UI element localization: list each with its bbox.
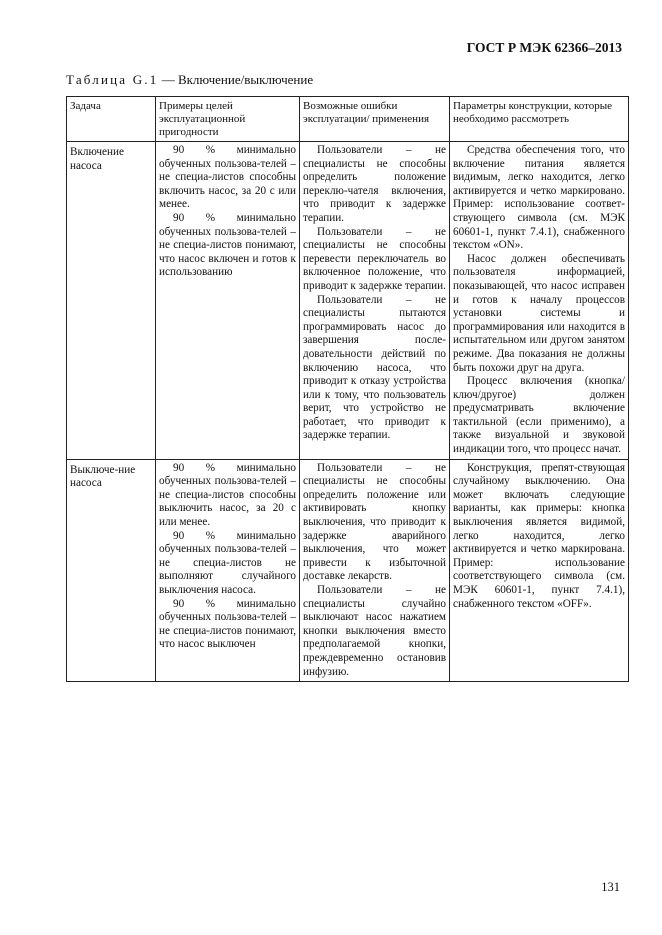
goal-text: 90 % минимально обученных пользова-телей – не специа-листов понимают, что насос включен и готов к использованию: [159, 211, 296, 279]
header-params: Параметры конструкции, которые необходимо рассмотреть: [450, 97, 629, 142]
goal-text: 90 % минимально обученных пользова-телей – не специа-листов способны выключить насос, за 20 с или менее.: [159, 461, 296, 529]
page-number: 131: [601, 880, 620, 894]
error-text: Пользователи – не специалисты не способны определить положение или активировать кнопку выключения, что приводит к задержке аварийного выключения, что может привести к избыточной доставке лекарств.: [303, 461, 446, 583]
param-text: Процесс включения (кнопка/ключ/другое) должен предусматривать включение тактильной (если применимо), а также визуальной и звуковой индикации того, что процесс начат.: [453, 375, 625, 456]
param-text: Конструкция, препят-ствующая случайному выключению. Она может включать следующие варианты, как примеры: кнопка выключения является видимой, легко находится, легко активируется и четко маркирована. Пример: использование соответствующего символа (см. МЭК 60601-1, пункт 7.4.1), снабженного текстом «OFF».: [453, 461, 625, 610]
error-text: Пользователи – не специалисты не способны определить положение переклю-чателя включения, что приводит к задержке терапии.: [303, 144, 446, 224]
errors-cell: [300, 142, 450, 460]
table-caption-label: Таблица G.1: [66, 72, 159, 87]
error-text: Пользователи – не специалисты пытаются программировать насос до завершения после-довательности действий по включению насоса, что приводит к отказу устройства или к тому, что пользователь верит, что устройство не работает, что приводит к задержке терапии.: [303, 293, 446, 442]
goals-cell: [156, 459, 300, 682]
error-text: Пользователи – не специалисты не способны перевести переключатель во включенное положение, что приводит к задержке терапии.: [303, 225, 446, 292]
goal-text: 90 % минимально обученных пользова-телей – не специа-листов не выполняют случайного выключения насоса.: [159, 529, 296, 596]
header-errors: Возможные ошибки эксплуатации/ применения: [300, 97, 450, 142]
power-table: [66, 96, 629, 682]
task-cell: Выключе-ние насоса: [67, 459, 156, 682]
table-caption: [66, 72, 313, 88]
param-text: Средства обеспечения того, что включение питания является видимым, легко находится, легко активируется и четко маркировано. Пример: использование соответ-ствующего символа (см. МЭК 60601-1, пункт 7.4.1), снабженного текстом «ON».: [453, 144, 625, 252]
goal-text: 90 % минимально обученных пользова-телей – не специа-листов способны включить насос, за 20 с или менее.: [159, 144, 296, 211]
table-row: [67, 142, 629, 460]
params-cell: [450, 459, 629, 682]
table-row: [67, 459, 629, 682]
goals-cell: [156, 142, 300, 460]
document-code: ГОСТ Р МЭК 62366–2013: [466, 40, 622, 55]
task-cell: Включение насоса: [67, 142, 156, 460]
params-cell: [450, 142, 629, 460]
table-header-row: [67, 97, 629, 142]
table-caption-title: — Включение/выключение: [158, 72, 314, 87]
param-text: Насос должен обеспечивать пользователя информацией, показывающей, что насос исправен и готов к началу процессов установки системы и программирования или находится в испытательном или другом занятом режиме. Два показания не должны быть похожи друг на друга.: [453, 252, 625, 374]
goal-text: 90 % минимально обученных пользова-телей – не специа-листов понимают, что насос выключен: [159, 597, 296, 651]
header-goals: Примеры целей эксплуатационной пригодности: [156, 97, 300, 142]
header-task: Задача: [67, 97, 156, 142]
error-text: Пользователи – не специалисты случайно выключают насос нажатием кнопки выключения вместо предполагаемой кнопки, преждевременно остановив инфузию.: [303, 584, 446, 678]
errors-cell: [300, 459, 450, 682]
